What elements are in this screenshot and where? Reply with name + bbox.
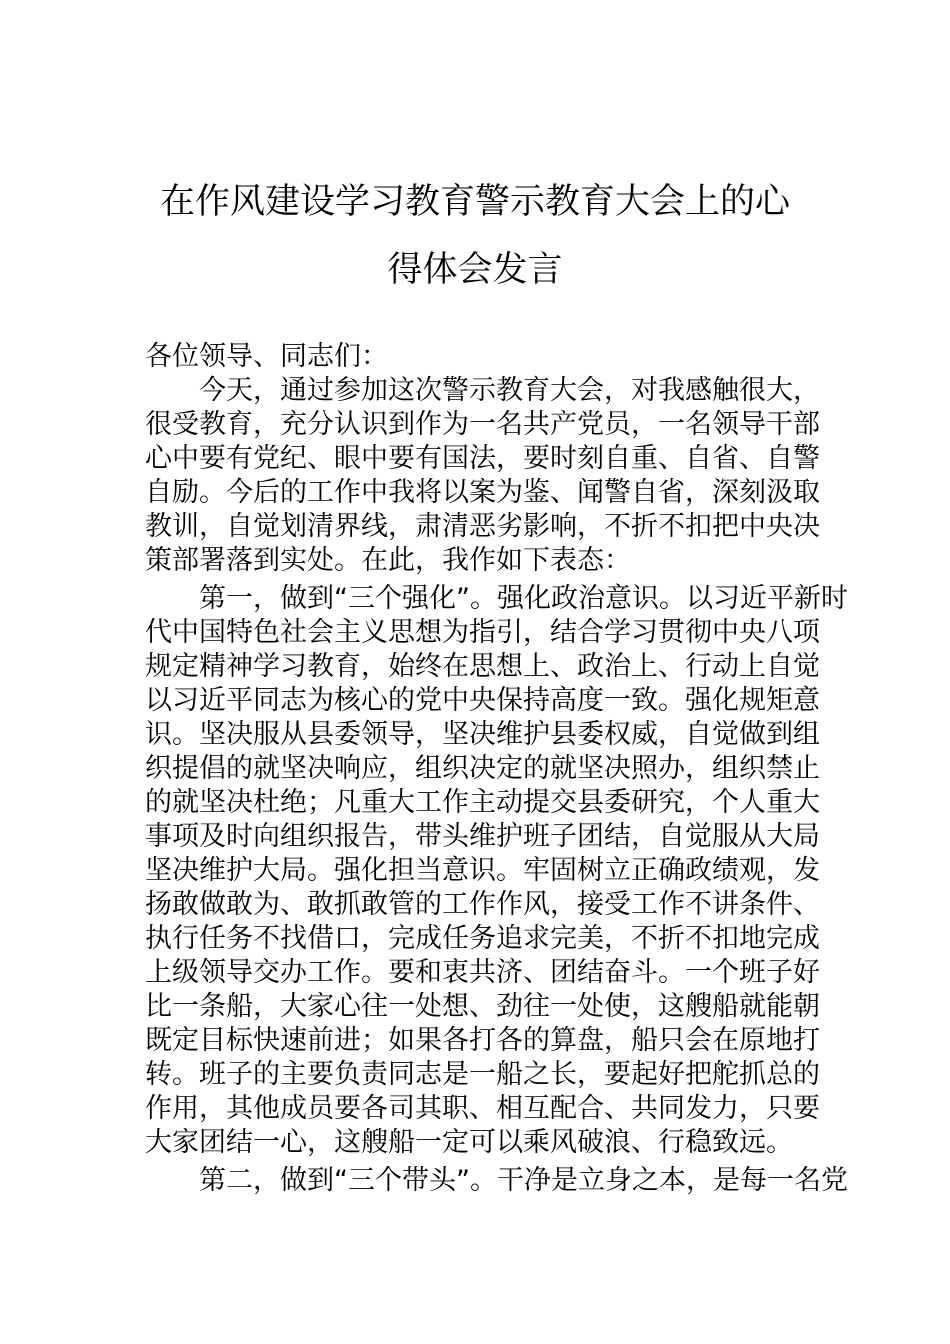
body-line: 事项及时向组织报告，带头维护班子团结，自觉服从大局	[145, 821, 820, 852]
body-line: 上级领导交办工作。要和衷共济、团结奋斗。一个班子好	[145, 957, 820, 988]
body-line: 规定精神学习教育，始终在思想上、政治上、行动上自觉	[145, 651, 820, 682]
body-line: 作用，其他成员要各司其职、相互配合、共同发力，只要	[145, 1093, 820, 1124]
body-line: 以习近平同志为核心的党中央保持高度一致。强化规矩意	[145, 685, 820, 716]
body-line: 的就坚决杜绝；凡重大工作主动提交县委研究，个人重大	[145, 787, 820, 818]
document-title-line-2: 得体会发言	[387, 250, 563, 290]
body-line: 识。坚决服从县委领导，坚决维护县委权威，自觉做到组	[145, 719, 820, 750]
body-line: 执行任务不找借口，完成任务追求完美，不折不扣地完成	[145, 923, 820, 954]
body-line: 转。班子的主要负责同志是一船之长，要起好把舵抓总的	[145, 1059, 820, 1090]
body-line: 第二，做到“三个带头”。干净是立身之本，是每一名党	[145, 1165, 848, 1196]
body-line: 很受教育，充分认识到作为一名共产党员，一名领导干部	[145, 409, 820, 440]
body-line: 坚决维护大局。强化担当意识。牢固树立正确政绩观，发	[145, 855, 820, 886]
body-line: 比一条船，大家心往一处想、劲往一处使，这艘船就能朝	[145, 991, 820, 1022]
body-line: 自励。今后的工作中我将以案为鉴、闻警自省，深刻汲取	[145, 477, 820, 508]
body-line: 扬敢做敢为、敢抓敢管的工作作风，接受工作不讲条件、	[145, 889, 820, 920]
body-line: 今天，通过参加这次警示教育大会，对我感触很大，	[145, 375, 820, 406]
body-line: 第一，做到“三个强化”。强化政治意识。以习近平新时	[145, 583, 848, 614]
body-line: 织提倡的就坚决响应，组织决定的就坚决照办，组织禁止	[145, 753, 820, 784]
body-line: 大家团结一心，这艘船一定可以乘风破浪、行稳致远。	[145, 1127, 793, 1158]
body-line: 策部署落到实处。在此，我作如下表态：	[145, 545, 631, 576]
body-line: 教训，自觉划清界线，肃清恶劣影响，不折不扣把中央决	[145, 511, 820, 542]
body-line: 各位领导、同志们：	[145, 341, 388, 372]
document-title-line-1: 在作风建设学习教育警示教育大会上的心	[159, 182, 790, 222]
body-line: 代中国特色社会主义思想为指引，结合学习贯彻中央八项	[145, 617, 820, 648]
body-line: 既定目标快速前进；如果各打各的算盘，船只会在原地打	[145, 1025, 820, 1056]
body-line: 心中要有党纪、眼中要有国法，要时刻自重、自省、自警	[145, 443, 820, 474]
